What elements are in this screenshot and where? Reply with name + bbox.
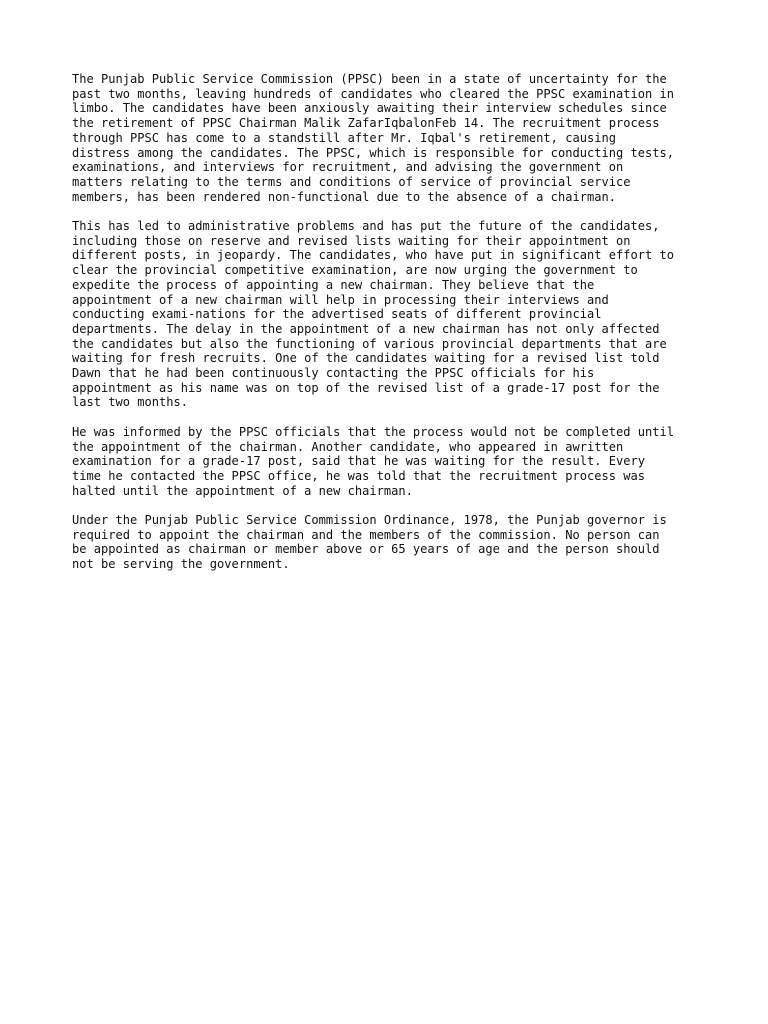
paragraph-4: Under the Punjab Public Service Commission Ordinance, 1978, the Punjab governor is required to appoint the chairman and the members of the commission. No person can be appointed as chairman or member above or 65 years of age and the person should not be serving the government. [72, 513, 667, 572]
article-body [72, 72, 712, 587]
paragraph-3: He was informed by the PPSC officials that the process would not be completed until the appointment of the chairman. Another candidate, who appeared in awritten examination for a grade-17 post, said that he was waiting for the result. Every time he contacted the PPSC office, he was told that the recruitment process was halted until the appointment of a new chairman. [72, 424, 674, 498]
paragraph-1: The Punjab Public Service Commission (PPSC) been in a state of uncertainty for the past two months, leaving hundreds of candidates who cleared the PPSC examination in limbo. The candidates have been anxiously awaiting their interview schedules since the retirement of PPSC Chairman Malik ZafarIqbalonFeb 14. The recruitment process through PPSC has come to a standstill after Mr. Iqbal's retirement, causing distress among the candidates. The PPSC, which is responsible for conducting tests, examinations, and interviews for recruitment, and advising the government on matters relating to the terms and conditions of service of provincial service members, has been rendered non-functional due to the absence of a chairman. [72, 72, 674, 204]
paragraph-2: This has led to administrative problems and has put the future of the candidates, including those on reserve and revised lists waiting for their appointment on different posts, in jeopardy. The candidates, who have put in significant effort to clear the provincial competitive examination, are now urging the government to expedite the process of appointing a new chairman. They believe that the appointment of a new chairman will help in processing their interviews and conducting exami-nations for the advertised seats of different provincial departments. The delay in the appointment of a new chairman has not only affected the candidates but also the functioning of various provincial departments that are waiting for fresh recruits. One of the candidates waiting for a revised list told Dawn that he had been continuously contacting the PPSC officials for his appointment as his name was on top of the revised list of a grade-17 post for the last two months. [72, 219, 674, 410]
